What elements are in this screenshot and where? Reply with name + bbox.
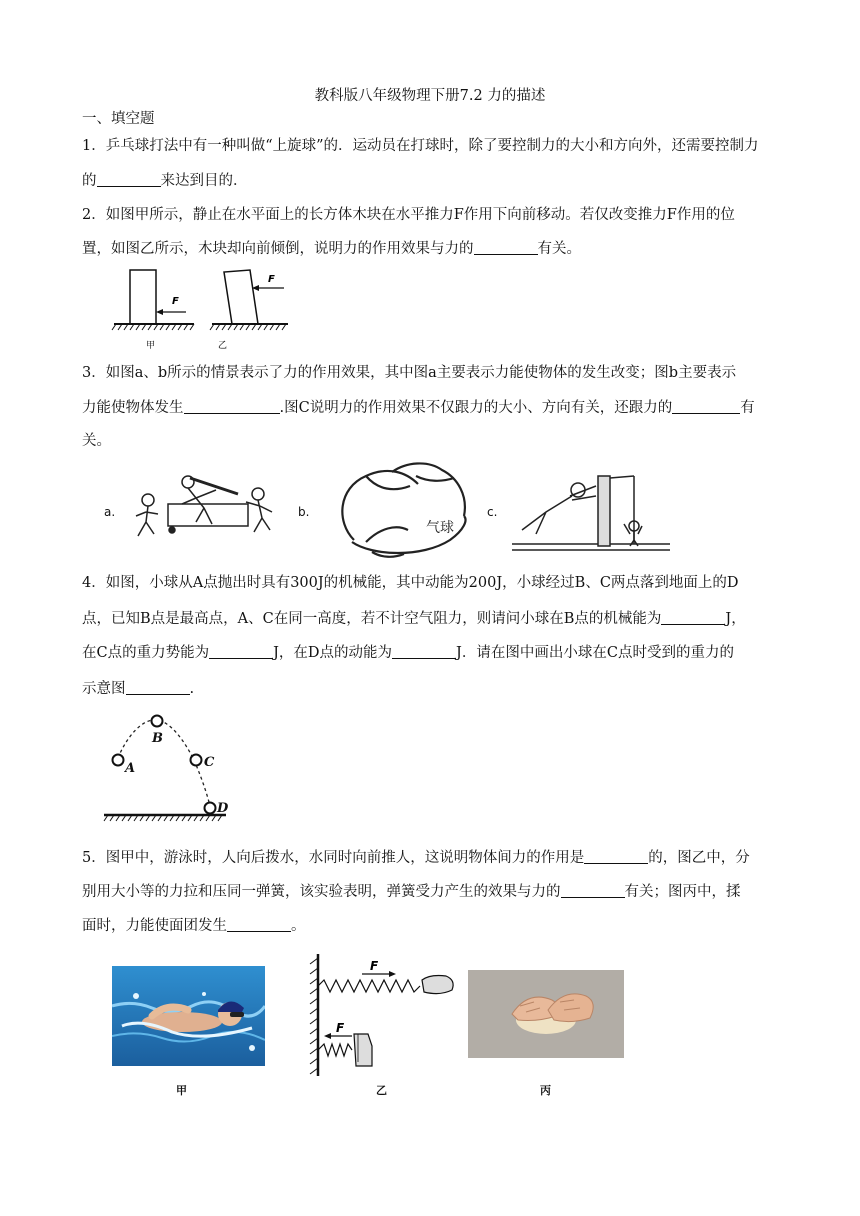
label-b: B: [152, 731, 163, 746]
q5-text-e: 面时，力能使面团发生: [82, 918, 227, 934]
q2-figure: [108, 262, 300, 352]
section-heading: 一、填空题: [82, 111, 155, 127]
q3-label-b: b.: [298, 505, 310, 519]
q4-text-g: .: [189, 681, 195, 697]
q5-text-c: 别用大小等的力拉和压同一弹簧，该实验表明，弹簧受力产生的效果与力的: [82, 884, 561, 900]
page-title: 教科版八年级物理下册7.2 力的描述: [314, 88, 546, 104]
q5-line3: [82, 914, 306, 935]
q2-caption-jia: 甲: [146, 341, 156, 351]
ball-a: [113, 755, 124, 766]
q5-text-b: 的，图乙中，分: [648, 850, 750, 866]
q4-text-f: 示意图: [82, 681, 126, 697]
q3-figure-b: [332, 458, 482, 562]
q4-blank-2[interactable]: [209, 644, 273, 659]
q3-figure-a: [126, 470, 286, 550]
q4-blank-4[interactable]: [126, 680, 190, 695]
ball-d: [205, 803, 216, 814]
q2-caption-yi: 乙: [218, 341, 228, 351]
q3-line2: [82, 396, 755, 417]
q4-text-c: 在C点的重力势能为: [82, 645, 210, 661]
q3-text-c: 有: [740, 400, 755, 416]
q1-text-b: 来达到目的．: [160, 173, 248, 189]
q3-line3: 关。: [82, 433, 111, 449]
q3-label-a: a.: [104, 505, 116, 519]
q2-line1: 2．如图甲所示，静止在水平面上的长方体木块在水平推力F作用下向前移动。若仅改变推力F作用的位: [82, 207, 735, 223]
q5-text-d: 有关；图丙中，揉: [624, 884, 741, 900]
q4-figure: [100, 708, 240, 828]
q4-line3: [82, 641, 734, 662]
q2-text-a: 置，如图乙所示，木块却向前倾倒，说明力的作用效果与力的: [82, 241, 474, 257]
q5-blank-1[interactable]: [584, 849, 648, 864]
label-d: D: [217, 801, 229, 816]
q2-blank[interactable]: [474, 240, 538, 255]
q4-line1: 4．如图，小球从A点抛出时具有300J的机械能，其中动能为200J，小球经过B、C两点落到地面上的D: [82, 575, 739, 591]
q1-line1: 1．乒乓球打法中有一种叫做“上旋球”的．运动员在打球时，除了要控制力的大小和方向外，还需要控制力: [82, 138, 759, 154]
q2-f-label-jia: F: [172, 296, 179, 307]
q5-dough-image: [468, 970, 624, 1058]
q1-text-a: 的: [82, 173, 97, 189]
q4-text-d: J，在D点的动能为: [273, 645, 393, 661]
ball-b: [152, 716, 163, 727]
q4-text-b: J，: [725, 611, 746, 627]
q3-figure-c: [512, 472, 672, 558]
q4-text-a: 点，已知B点是最高点，A、C在同一高度，若不计空气阻力，则请问小球在B点的机械能为: [82, 611, 662, 627]
ball-c: [191, 755, 202, 766]
q5-text-f: 。: [291, 918, 306, 934]
q1-line2: [82, 169, 248, 190]
label-c: C: [204, 755, 215, 770]
q4-blank-1[interactable]: [661, 610, 725, 625]
q5-caption-bing: 丙: [540, 1084, 551, 1097]
q5-text-a: 5．图甲中，游泳时，人向后拨水，水同时向前推人，这说明物体间力的作用是: [82, 850, 585, 866]
label-a: A: [125, 761, 136, 776]
q5-blank-3[interactable]: [227, 917, 291, 932]
q5-line2: [82, 880, 741, 901]
q4-line2: [82, 607, 746, 628]
q3-blank-1[interactable]: [184, 399, 280, 414]
q1-blank[interactable]: [97, 172, 161, 187]
q5-spring-figure: [300, 950, 462, 1080]
q5-caption-jia: 甲: [176, 1084, 187, 1097]
q5-f-label-pull: F: [370, 959, 379, 973]
q3-text-a: 力能使物体发生: [82, 400, 184, 416]
q3-balloon-text: 气球: [426, 520, 454, 536]
block-yi: [210, 270, 288, 330]
q3-label-c: c.: [487, 505, 498, 519]
q3-blank-2[interactable]: [672, 399, 740, 414]
q3-text-b: .图C说明力的作用效果不仅跟力的大小、方向有关，还跟力的: [279, 400, 673, 416]
q2-line2: [82, 237, 581, 258]
block-jia: [112, 270, 194, 330]
q5-blank-2[interactable]: [561, 883, 625, 898]
q3-line1: 3．如图a、b所示的情景表示了力的作用效果，其中图a主要表示力能使物体的发生改变；图b主要表示: [82, 365, 737, 381]
q4-text-e: J．请在图中画出小球在C点时受到的重力的: [456, 645, 734, 661]
q4-blank-3[interactable]: [392, 644, 456, 659]
q5-caption-yi: 乙: [376, 1084, 387, 1097]
q5-swimmer-image: [112, 966, 265, 1066]
q2-f-label-yi: F: [268, 274, 275, 285]
q5-line1: [82, 846, 750, 867]
q4-line4: [82, 677, 194, 698]
q2-text-b: 有关。: [537, 241, 581, 257]
q5-f-label-push: F: [336, 1021, 345, 1035]
